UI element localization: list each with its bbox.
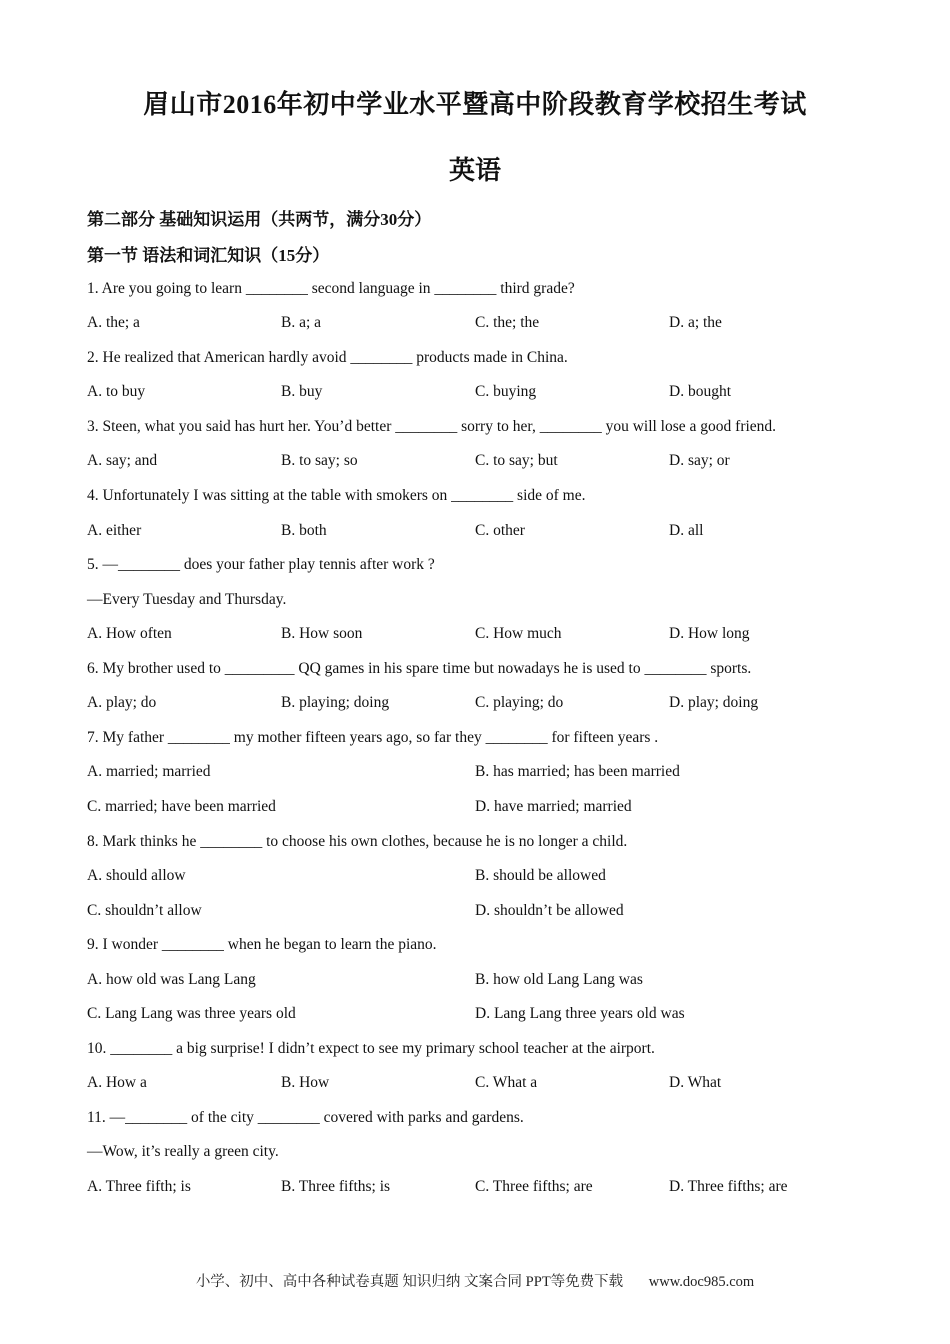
q7-option-c: C. married; have been married: [87, 798, 276, 815]
question-7-stem: 7. My father ________ my mother fifteen years ago, so far they ________ for fifteen years .: [87, 729, 659, 746]
q5-option-d: D. How long: [669, 625, 750, 642]
q6-option-d: D. play; doing: [669, 694, 759, 711]
q10-option-b: B. How: [281, 1074, 330, 1091]
q10-option-c: C. What a: [475, 1074, 538, 1091]
q6-option-c: C. playing; do: [475, 694, 564, 711]
q7-option-a: A. married; married: [87, 763, 211, 780]
q8-option-d: D. shouldn’t be allowed: [475, 902, 624, 919]
q4-option-d: D. all: [669, 522, 704, 539]
footer-text: 小学、初中、高中各种试卷真题 知识归纳 文案合同 PPT等免费下载: [195, 1274, 624, 1290]
q11-option-c: C. Three fifths; are: [475, 1178, 593, 1195]
q8-option-a: A. should allow: [87, 867, 186, 884]
question-1-stem: 1. Are you going to learn ________ second language in ________ third grade?: [87, 280, 575, 297]
q1-option-b: B. a; a: [281, 314, 322, 331]
q3-option-a: A. say; and: [87, 452, 158, 469]
q2-option-a: A. to buy: [87, 383, 146, 400]
q3-option-c: C. to say; but: [475, 452, 558, 469]
q10-option-d: D. What: [669, 1074, 722, 1091]
q9-option-d: D. Lang Lang three years old was: [475, 1005, 685, 1022]
q4-option-a: A. either: [87, 522, 142, 539]
q5-option-c: C. How much: [475, 625, 562, 642]
q10-option-a: A. How a: [87, 1074, 147, 1091]
q4-option-b: B. both: [281, 522, 327, 539]
q8-option-c: C. shouldn’t allow: [87, 902, 202, 919]
q3-option-b: B. to say; so: [281, 452, 358, 469]
section-heading: 第一节 语法和词汇知识（15分）: [87, 246, 330, 265]
question-8-stem: 8. Mark thinks he ________ to choose his own clothes, because he is no longer a child.: [87, 833, 628, 850]
q7-option-d: D. have married; married: [475, 798, 632, 815]
q7-option-b: B. has married; has been married: [475, 763, 680, 780]
q2-option-c: C. buying: [475, 383, 537, 400]
q1-option-a: A. the; a: [87, 314, 140, 331]
q9-option-a: A. how old was Lang Lang: [87, 971, 256, 988]
q5-option-a: A. How often: [87, 625, 172, 642]
question-4-stem: 4. Unfortunately I was sitting at the table with smokers on ________ side of me.: [87, 487, 586, 504]
question-11-reply: —Wow, it’s really a green city.: [87, 1143, 279, 1160]
q11-option-d: D. Three fifths; are: [669, 1178, 788, 1195]
page-footer: [0, 1270, 950, 1291]
q5-option-b: B. How soon: [281, 625, 363, 642]
footer-link[interactable]: www.doc985.com: [648, 1274, 755, 1290]
question-3-stem: 3. Steen, what you said has hurt her. You’d better ________ sorry to her, ________ you will lose a good friend.: [87, 418, 777, 435]
question-11-stem: 11. —________ of the city ________ covered with parks and gardens.: [87, 1109, 524, 1126]
q6-option-a: A. play; do: [87, 694, 157, 711]
q11-option-b: B. Three fifths; is: [281, 1178, 391, 1195]
q4-option-c: C. other: [475, 522, 525, 539]
question-9-stem: 9. I wonder ________ when he began to learn the piano.: [87, 936, 437, 953]
question-5-reply: —Every Tuesday and Thursday.: [87, 591, 287, 608]
question-2-stem: 2. He realized that American hardly avoid ________ products made in China.: [87, 349, 568, 366]
q8-option-b: B. should be allowed: [475, 867, 606, 884]
question-5-stem: 5. —________ does your father play tennis after work ?: [87, 556, 435, 573]
exam-title: 眉山市2016年初中学业水平暨高中阶段教育学校招生考试: [143, 90, 807, 119]
q1-option-d: D. a; the: [669, 314, 722, 331]
q6-option-b: B. playing; doing: [281, 694, 390, 711]
q1-option-c: C. the; the: [475, 314, 540, 331]
q9-option-c: C. Lang Lang was three years old: [87, 1005, 296, 1022]
q9-option-b: B. how old Lang Lang was: [475, 971, 643, 988]
q3-option-d: D. say; or: [669, 452, 730, 469]
exam-subject: 英语: [448, 156, 501, 185]
q2-option-d: D. bought: [669, 383, 731, 400]
question-10-stem: 10. ________ a big surprise! I didn’t expect to see my primary school teacher at the airport.: [87, 1040, 655, 1057]
q2-option-b: B. buy: [281, 383, 323, 400]
q11-option-a: A. Three fifth; is: [87, 1178, 191, 1195]
part-heading: 第二部分 基础知识运用（共两节，满分30分）: [87, 210, 432, 229]
question-6-stem: 6. My brother used to _________ QQ games in his spare time but nowadays he is used to ________ sports.: [87, 660, 752, 677]
